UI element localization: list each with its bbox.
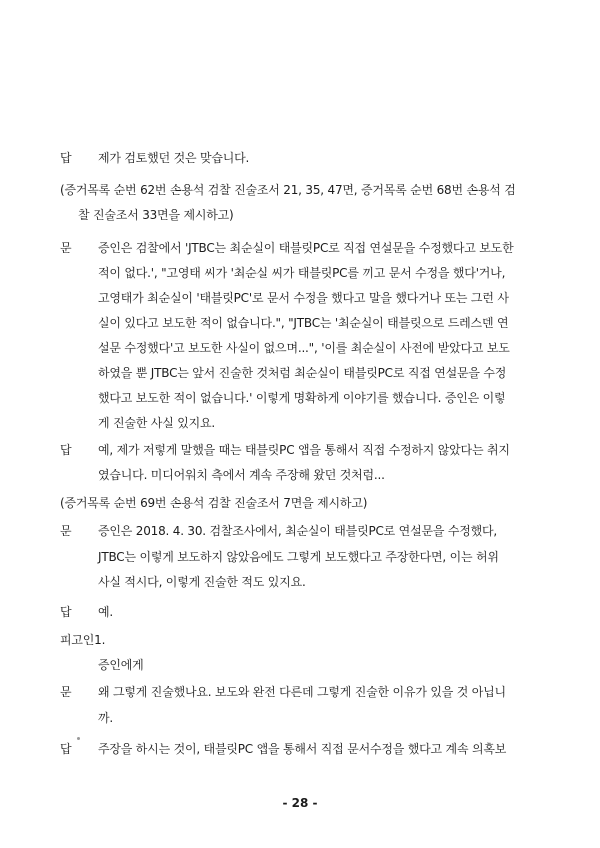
answer-marker: 답 [60, 151, 72, 165]
question-text-line: 적이 없다.', "고영태 씨가 '최순실 씨가 태블릿PC를 끼고 문서 수정을 했다'거나, [98, 266, 506, 280]
evidence-note-line: (증거목록 순번 69번 손용석 검찰 진술조서 7면을 제시하고) [60, 496, 368, 510]
answer-text-line: 제가 검토했던 것은 맞습니다. [98, 151, 250, 165]
question-text-line: 했다고 보도한 적이 없습니다.' 이렇게 명확하게 이야기를 했습니다. 증인은 이렇 [98, 391, 506, 405]
speaker-heading: 피고인1. [60, 633, 106, 647]
answer-marker: 답 [60, 742, 72, 756]
page-number: - 28 - [282, 796, 318, 810]
answer-text-line: 예. [98, 605, 114, 619]
question-text-line: 사실 적시다, 이렇게 진술한 적도 있지요. [98, 575, 306, 589]
question-marker: 문 [60, 241, 72, 255]
question-text-line: 실이 있다고 보도한 적이 없습니다.", "JTBC는 '최순실이 태블릿으로 드레스덴 연 [98, 316, 509, 330]
answer-text-line: 주장을 하시는 것이, 태블릿PC 앱을 통해서 직접 문서수정을 했다고 계속 의혹보 [98, 742, 507, 756]
answer-text-line: 예, 제가 저렇게 말했을 때는 태블릿PC 앱을 통해서 직접 수정하지 않았다는 취지 [98, 443, 510, 457]
question-text-line: 하였을 뿐 JTBC는 앞서 진술한 것처럼 최순실이 태블릿PC로 직접 연설문을 수정 [98, 366, 507, 380]
evidence-note-line: 찰 진술조서 33면을 제시하고) [78, 208, 234, 222]
question-text-line: 설문 수정했다'고 보도한 사실이 없으며...", '이를 최순실이 사전에 받았다고 보도 [98, 341, 510, 355]
answer-text-line: 였습니다. 미디어워치 측에서 계속 주장해 왔던 것처럼... [98, 468, 385, 482]
scan-speck [77, 737, 80, 740]
question-text-line: JTBC는 이렇게 보도하지 않았음에도 그렇게 보도했다고 주장한다면, 이는 허위 [98, 550, 499, 564]
question-text-line: 증인은 검찰에서 'JTBC는 최순실이 태블릿PC로 직접 연설문을 수정했다고 보도한 [98, 241, 514, 255]
question-text-line: 왜 그렇게 진술했나요. 보도와 완전 다른데 그렇게 진술한 이유가 있을 것 아닙니 [98, 685, 506, 699]
answer-marker: 답 [60, 443, 72, 457]
addressee-heading: 증인에게 [98, 658, 144, 672]
question-text-line: 증인은 2018. 4. 30. 검찰조사에서, 최순실이 태블릿PC로 연설문을 수정했다, [98, 524, 498, 538]
question-text-line: 까. [98, 711, 114, 725]
question-text-line: 게 진술한 사실 있지요. [98, 416, 215, 430]
question-marker: 문 [60, 524, 72, 538]
question-marker: 문 [60, 685, 72, 699]
question-text-line: 고영태가 최순실이 '태블릿PC'로 문서 수정을 했다고 말을 했다거나 또는 그런 사 [98, 291, 509, 305]
evidence-note-line: (증거목록 순번 62번 손용석 검찰 진술조서 21, 35, 47면, 증거목록 순번 68번 손용석 검 [60, 183, 516, 197]
answer-marker: 답 [60, 605, 72, 619]
